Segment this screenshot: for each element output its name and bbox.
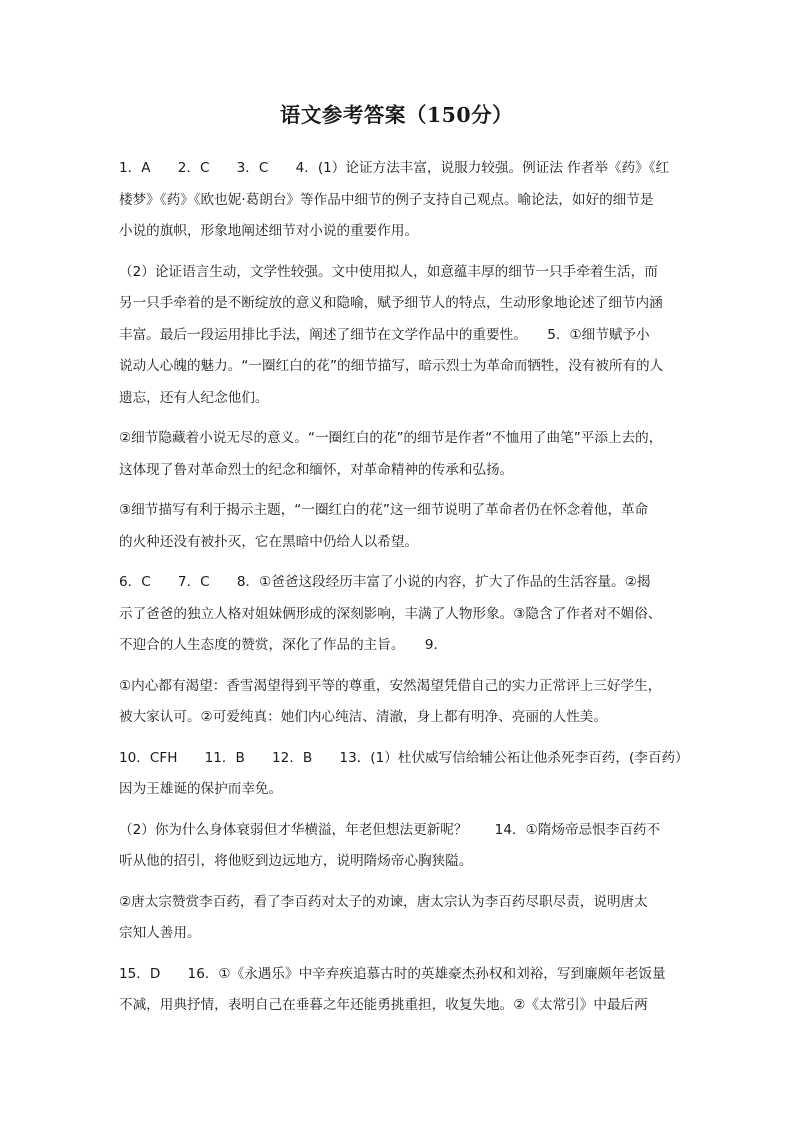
- text-line: 10．CFH 11．B 12．B 13．(1）杜伏威写信给辅公祏让他杀死李百药，(李百药）: [119, 749, 689, 766]
- answer-paragraph: [119, 671, 674, 734]
- answer-paragraph: [119, 567, 674, 662]
- text-line: 小说的旗帜，形象地阐述细节对小说的重要作用。: [119, 223, 419, 239]
- text-line: ①内心都有渴望：香雪渴望得到平等的尊重，安然渴望凭借自己的实力正常评上三好学生，: [119, 677, 662, 694]
- text-line: ②唐太宗赞赏李百药，看了李百药对太子的劝谏，唐太宗认为李百药尽职尽责，说明唐太: [119, 893, 648, 910]
- text-line: 1．A 2．C 3．C 4．(1）论证方法丰富，说服力较强。例证法 作者举《药》《红: [119, 160, 670, 176]
- text-line: 示了爸爸的独立人格对姐妹俩形成的深刻影响，丰满了人物形象。③隐含了作者对不媚俗、: [119, 605, 662, 622]
- answer-paragraph: [119, 423, 674, 486]
- text-line: 不减，用典抒情，表明自己在垂暮之年还能勇挑重担，收复失地。②《太常引》中最后两: [119, 997, 648, 1013]
- text-line: 的火种还没有被扑灭，它在黑暗中仍给人以希望。: [119, 533, 419, 550]
- document-body: [119, 153, 689, 1022]
- text-line: （2）你为什么身体衰弱但才华横溢，年老但想法更新呢？ 14．①隋炀帝忌恨李百药不: [119, 821, 661, 838]
- answer-paragraph: [119, 743, 689, 806]
- text-line: 这体现了鲁对革命烈士的纪念和缅怀，对革命精神的传承和弘扬。: [119, 461, 514, 478]
- text-line: 6．C 7．C 8．①爸爸这段经历丰富了小说的内容，扩大了作品的生活容量。②揭: [119, 574, 651, 590]
- answer-paragraph: [119, 815, 674, 878]
- text-line: 被大家认可。②可爱纯真：她们内心纯洁、清澈，身上都有明净、亮丽的人性美。: [119, 709, 607, 725]
- text-line: （2）论证语言生动，文学性较强。文中使用拟人，如意蕴丰厚的细节一只手牵着生活，而: [119, 263, 658, 280]
- text-line: 因为王雄诞的保护而幸免。: [119, 781, 283, 797]
- answer-paragraph: [119, 257, 674, 415]
- answer-paragraph: [119, 153, 674, 248]
- text-line: ②细节隐藏着小说无尽的意义。“一圈红白的花”的细节是作者“不恤用了曲笔”平添上去的，: [119, 430, 663, 446]
- answer-paragraph: [119, 887, 674, 950]
- answer-paragraph: [119, 959, 674, 1022]
- text-line: ③细节描写有利于揭示主题，“一圈红白的花”这一细节说明了革命者仍在怀念着他，革命: [119, 502, 649, 518]
- text-line: 另一只手牵着的是不断绽放的意义和隐喻，赋予细节人的特点，生动形象地论述了细节内涵: [119, 295, 663, 311]
- answer-paragraph: [119, 495, 674, 558]
- text-line: 听从他的招引，将他贬到边远地方，说明隋炀帝心胸狭隘。: [119, 853, 473, 869]
- text-line: 15．D 16．①《永遇乐》中辛弃疾追慕古时的英雄豪杰孙权和刘裕，写到廉颇年老饭量: [119, 965, 666, 982]
- text-line: 遗忘，还有人纪念他们。: [119, 389, 269, 406]
- text-line: 说动人心魄的魅力。“一圈红白的花”的细节描写，暗示烈士为革命而牺牲，没有被所有的人: [119, 358, 664, 374]
- page-title: 语文参考答案（150分）: [279, 103, 514, 127]
- text-line: 不迎合的人生态度的赞赏，深化了作品的主旨。 9．: [119, 637, 448, 653]
- text-line: 宗知人善用。: [119, 925, 201, 941]
- text-line: 丰富。最后一段运用排比手法，阐述了细节在文学作品中的重要性。 5．①细节赋予小: [119, 326, 650, 343]
- text-line: 楼梦》《药》《欧也妮·葛朗台》等作品中细节的例子支持自己观点。喻论法，如好的细节是: [119, 191, 654, 208]
